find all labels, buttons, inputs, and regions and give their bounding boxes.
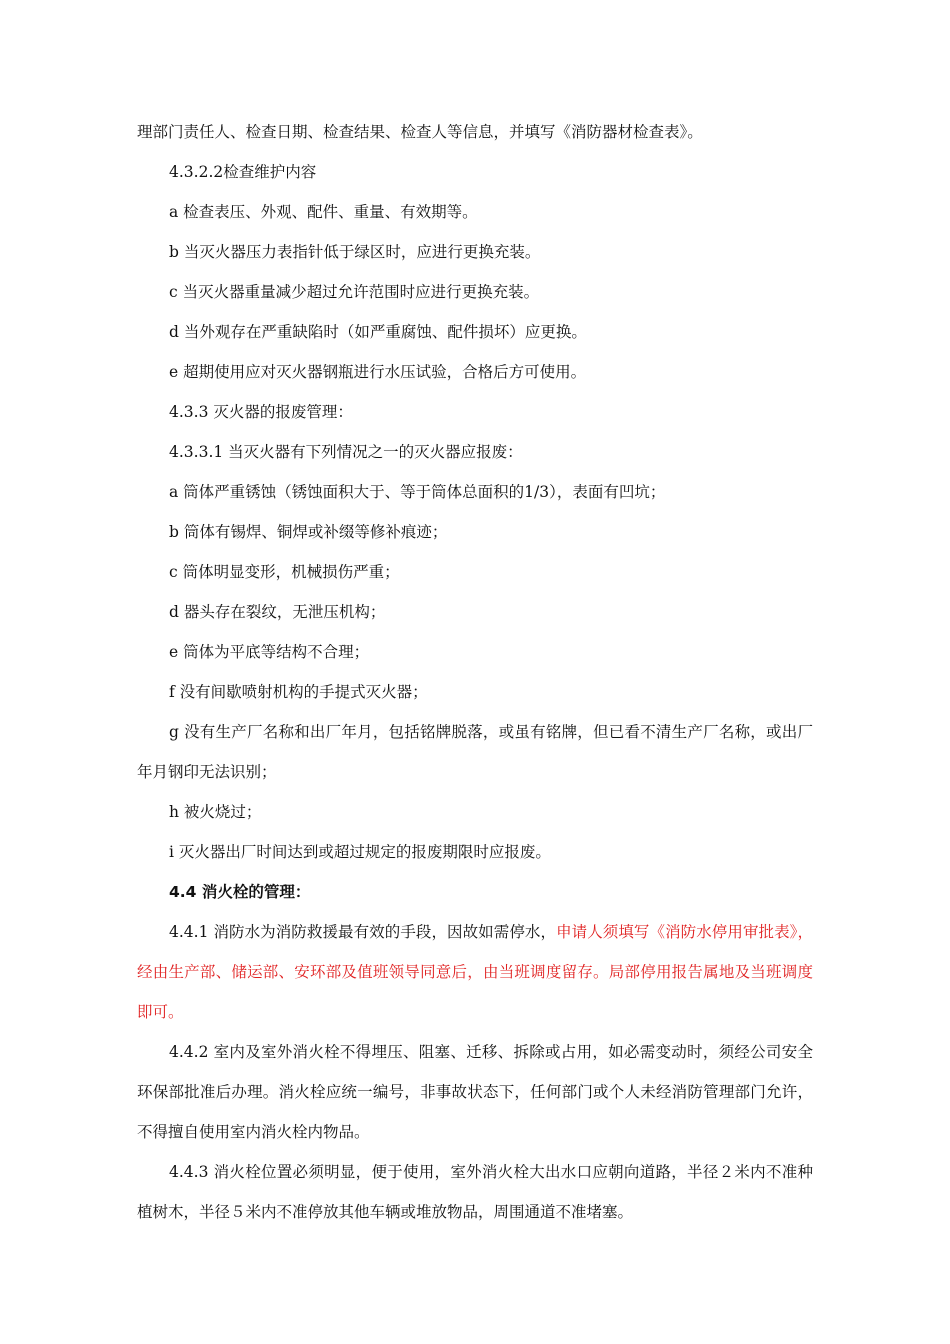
list-item: i 灭火器出厂时间达到或超过规定的报废期限时应报废。 [169,843,551,861]
list-item: a 检查表压、外观、配件、重量、有效期等。 [169,203,478,221]
highlighted-text: 申请人须填写《消防水停用审批表》，经由生产部、储运部、安环部及值班领导同意后，由当班调度留存。局部停用报告属地及当班调度即可。 [137,923,813,1021]
section-number: 4.3.3 灭火器的报废管理： [169,403,353,421]
paragraph: 理部门责任人、检查日期、检查结果、检查人等信息，并填写《消防器材检查表》。 [137,123,703,141]
list-item: b 当灭火器压力表指针低于绿区时，应进行更换充装。 [169,243,541,261]
list-item: c 筒体明显变形，机械损伤严重； [169,563,400,581]
section-number: 4.3.3.1 当灭火器有下列情况之一的灭火器应报废： [169,443,523,461]
section-number: 4.3.2.2检查维护内容 [169,163,317,181]
list-item: c 当灭火器重量减少超过允许范围时应进行更换充装。 [169,283,540,301]
list-item: a 筒体严重锈蚀（锈蚀面积大于、等于筒体总面积的1/3），表面有凹坑； [169,483,666,501]
paragraph [137,912,813,1032]
document-body [137,112,813,1232]
list-item: f 没有间歇喷射机构的手提式灭火器； [169,683,428,701]
list-item: h 被火烧过； [169,803,262,821]
paragraph: 4.4.2 室内及室外消火栓不得埋压、阻塞、迁移、拆除或占用，如必需变动时，须经公司安全环保部批准后办理。消火栓应统一编号，非事故状态下，任何部门或个人未经消防管理部门允许，不得擅自使用室内消火栓内物品。 [137,1043,813,1141]
section-heading: 4.4 消火栓的管理： [169,883,311,901]
list-item: e 超期使用应对灭火器钢瓶进行水压试验，合格后方可使用。 [169,363,587,381]
list-item: b 筒体有锡焊、铜焊或补缀等修补痕迹； [169,523,448,541]
paragraph-text: 4.4.1 消防水为消防救援最有效的手段，因故如需停水， [169,923,557,941]
list-item: d 器头存在裂纹，无泄压机构； [169,603,386,621]
list-item: d 当外观存在严重缺陷时（如严重腐蚀、配件损坏）应更换。 [169,323,587,341]
list-item: g 没有生产厂名称和出厂年月，包括铭牌脱落，或虽有铭牌，但已看不清生产厂名称，或出厂年月钢印无法识别； [137,723,813,781]
list-item: e 筒体为平底等结构不合理； [169,643,370,661]
paragraph: 4.4.3 消火栓位置必须明显，便于使用，室外消火栓大出水口应朝向道路，半径２米内不准种植树木，半径５米内不准停放其他车辆或堆放物品，周围通道不准堵塞。 [137,1163,813,1221]
